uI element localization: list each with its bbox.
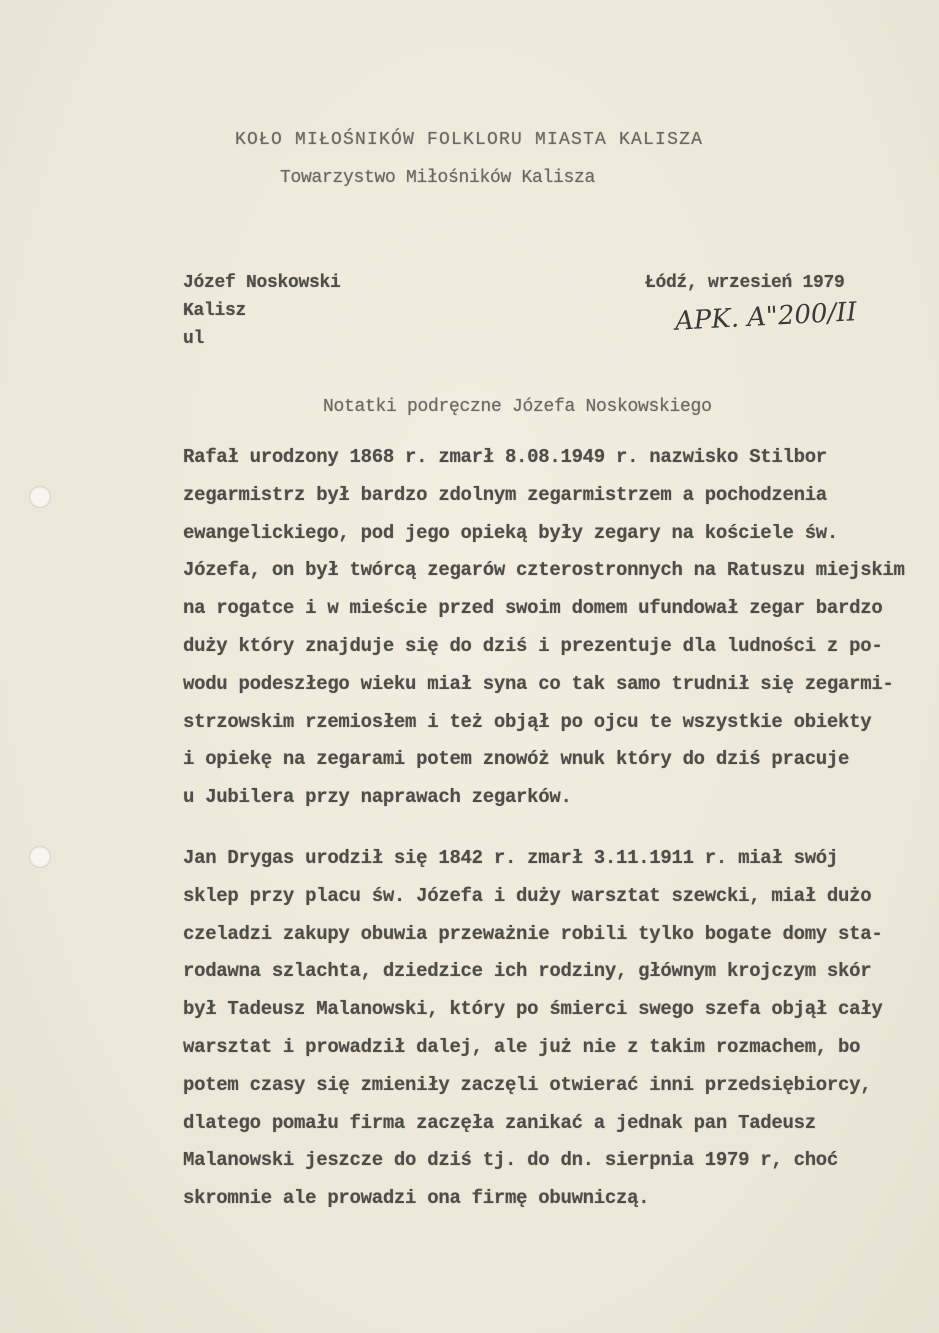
paragraph-2-line: rodawna szlachta, dziedzice ich rodziny, głównym krojczym skór [183, 960, 872, 983]
paragraph-2-line: potem czasy się zmieniły zaczęli otwierać inni przedsiębiorcy, [183, 1073, 872, 1096]
paragraph-2-line: dlatego pomału firma zaczęła zanikać a jednak pan Tadeusz [183, 1111, 816, 1134]
paragraph-1-line: Józefa, on był twórcą zegarów czterostronnych na Ratuszu miejskim [183, 559, 905, 582]
sender-street: ul [183, 329, 205, 349]
paragraph-2-line: skromnie ale prowadzi ona firmę obuwniczą. [183, 1187, 650, 1210]
paragraph-2-line: sklep przy placu św. Józefa i duży warsztat szewcki, miał dużo [183, 884, 872, 907]
punch-hole [29, 846, 51, 868]
organization-heading: KOŁO MIŁOŚNIKÓW FOLKLORU MIASTA KALISZA [235, 130, 704, 150]
paragraph-1-line: i opiekę na zegarami potem znowóż wnuk który do dziś pracuje [183, 748, 850, 771]
paragraph-1-line: u Jubilera przy naprawach zegarków. [183, 786, 572, 809]
paragraph-1-line: strzowskim rzemiosłem i też objął po ojcu te wszystkie obiekty [183, 710, 872, 733]
paragraph-2-line: czeladzi zakupy obuwia przeważnie robili tylko bogate domy sta- [183, 922, 883, 945]
paragraph-1-line: zegarmistrz był bardzo zdolnym zegarmistrzem a pochodzenia [183, 483, 827, 506]
sender-name: Józef Noskowski [183, 273, 341, 293]
document-title: Notatki podręczne Józefa Noskowskiego [323, 397, 712, 417]
paragraph-1-line: ewangelickiego, pod jego opieką były zegary na kościele św. [183, 521, 839, 544]
paragraph-2-line: Malanowski jeszcze do dziś tj. do dn. sierpnia 1979 r, choć [183, 1149, 839, 1172]
paragraph-1-line: duży który znajduje się do dziś i prezentuje dla ludności z po- [183, 635, 883, 657]
paragraph-1-line: Rafał urodzony 1868 r. zmarł 8.08.1949 r. nazwisko Stilbor [183, 446, 827, 468]
handwritten-archive-note: APK. A"200/II [674, 297, 858, 337]
paragraph-1-line: wodu podeszłego wieku miał syna co tak samo trudnił się zegarmi- [183, 672, 894, 695]
punch-hole [29, 486, 51, 508]
paragraph-2-line: był Tadeusz Malanowski, który po śmierci swego szefa objął cały [183, 998, 883, 1021]
paragraph-2-line: warsztat i prowadził dalej, ale już nie z takim rozmachem, bo [183, 1036, 861, 1058]
society-subheading: Towarzystwo Miłośników Kalisza [280, 168, 596, 188]
sender-city: Kalisz [183, 301, 247, 321]
paragraph-1-line: na rogatce i w mieście przed swoim domem ufundował zegar bardzo [183, 597, 883, 620]
paragraph-2-line: Jan Drygas urodził się 1842 r. zmarł 3.11.1911 r. miał swój [183, 847, 839, 869]
place-date: Łódź, wrzesień 1979 [645, 273, 845, 293]
